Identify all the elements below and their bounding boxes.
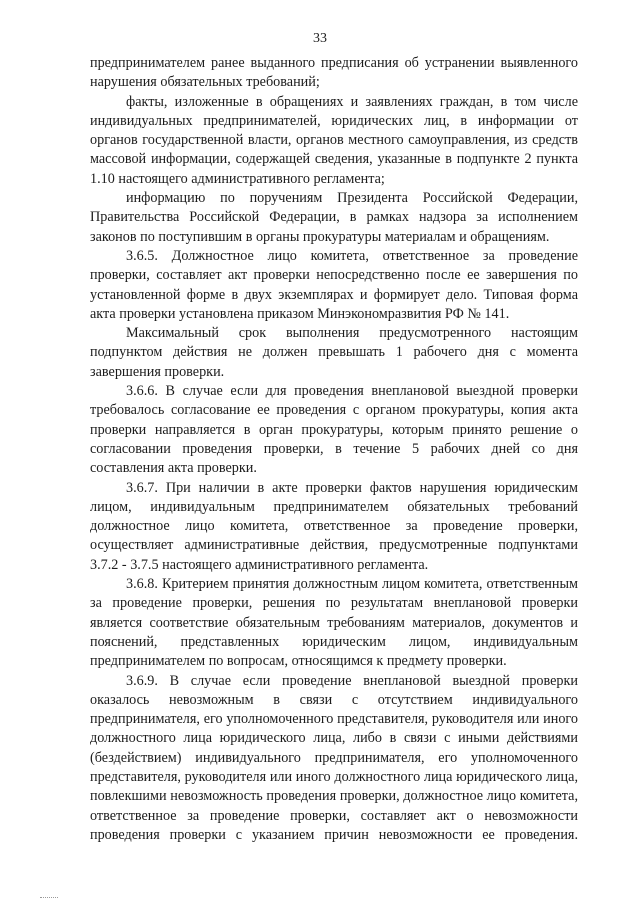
paragraph: 3.6.7. При наличии в акте проверки фактов нарушения юридическим лицом, индивидуальным предпринимателем обязательных требований должностное лицо комитета, ответственное за проведение проверки, осуществляет административные действия, предусмотренные подпунктами 3.7.2 - 3.7.5 настоящего административного регламента. (90, 479, 578, 573)
paragraph: 3.6.5. Должностное лицо комитета, ответственное за проведение проверки, составляет акт проверки непосредственно после ее завершения по установленной форме в двух экземплярах и формирует дело. Типовая форма акта проверки установлена приказом Минэкономразвития РФ № 141. (90, 247, 578, 322)
paragraph: 3.6.9. В случае если проведение внеплановой выездной проверки оказалось невозможным в связи с отсутствием индивидуального предпринимателя, его уполномоченного представителя, руководителя или иного должностного лица юридического лица, либо в связи с иными действиями (бездействием) индивидуального предпринимателя, его уполномоченного представителя, руководителя или иного должностного лица юридического лица, повлекшими невозможность проведения проверки, должностное лицо комитета, ответственное за проведение проверки, составляет акт о невозможности проведения проверки с указанием причин невозможности ее проведения. (90, 672, 578, 843)
page-number: 33 (313, 31, 327, 46)
paragraph: 3.6.8. Критерием принятия должностным лицом комитета, ответственным за проведение проверки, решения по результатам внеплановой проверки является соответствие обязательным требованиям материалов, документов и пояснений, представленных юридическим лицом, индивидуальным предпринимателем по вопросам, относящимся к предмету проверки. (90, 576, 578, 670)
paragraph: факты, изложенные в обращениях и заявлениях граждан, в том числе индивидуальных предпринимателей, юридических лиц, в информации от органов государственной власти, органов местного самоуправления, из средств массовой информации, содержащей сведения, указанные в подпункте 2 пункта 1.10 настоящего административного регламента; (90, 93, 578, 187)
paragraph: предпринимателем ранее выданного предписания об устранении выявленного нарушения обязательных требований; (90, 55, 578, 91)
paragraph: информацию по поручениям Президента Российской Федерации, Правительства Российской Федерации, в рамках надзора за исполнением законов по поступившим в органы прокуратуры материалам и обращениям. (90, 190, 578, 245)
document-body (90, 54, 578, 845)
paragraph: 3.6.6. В случае если для проведения внеплановой выездной проверки требовалось согласование ее проведения с органом прокуратуры, копия акта проверки направляется в орган прокуратуры, которым принято решение о согласовании проведения проверки, в течение 5 рабочих дней со дня составления акта проверки. (90, 383, 578, 477)
scan-edge-mark (40, 897, 58, 898)
paragraph: Максимальный срок выполнения предусмотренного настоящим подпунктом действия не должен превышать 1 рабочего дня с момента завершения проверки. (90, 325, 578, 380)
